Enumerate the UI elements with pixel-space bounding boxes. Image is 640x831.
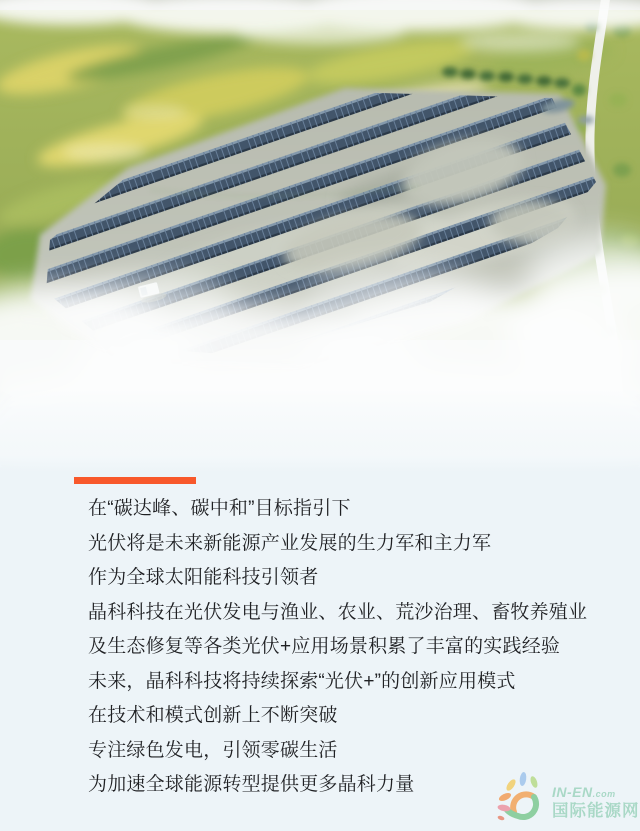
body-line: 及生态修复等各类光伏+应用场景积累了丰富的实践经验 (88, 636, 561, 657)
body-line: 光伏将是未来新能源产业发展的生力军和主力军 (88, 532, 492, 554)
body-line: 未来，晶科科技将持续探索“光伏+”的创新应用模式 (88, 670, 516, 692)
body-line: 晶科科技在光伏发电与渔业、农业、荒沙治理、畜牧养殖业 (88, 601, 588, 623)
accent-divider (74, 477, 196, 484)
inen-watermark (488, 770, 640, 831)
body-line: 作为全球太阳能科技引领者 (88, 567, 319, 588)
inen-watermark-text (552, 785, 640, 821)
body-line: 为加速全球能源转型提供更多晶科力量 (88, 774, 415, 795)
body-line: 专注绿色发电，引领零碳生活 (88, 739, 338, 761)
inen-brand-cn: 国际能源网 (552, 802, 640, 820)
body-line: 在技术和模式创新上不断突破 (88, 705, 338, 726)
article-text (88, 492, 587, 803)
inen-brand-en: IN-EN.com (552, 784, 616, 800)
inen-flower-logo-icon (496, 770, 556, 831)
body-line: 在“碳达峰、碳中和”目标指引下 (88, 498, 351, 519)
